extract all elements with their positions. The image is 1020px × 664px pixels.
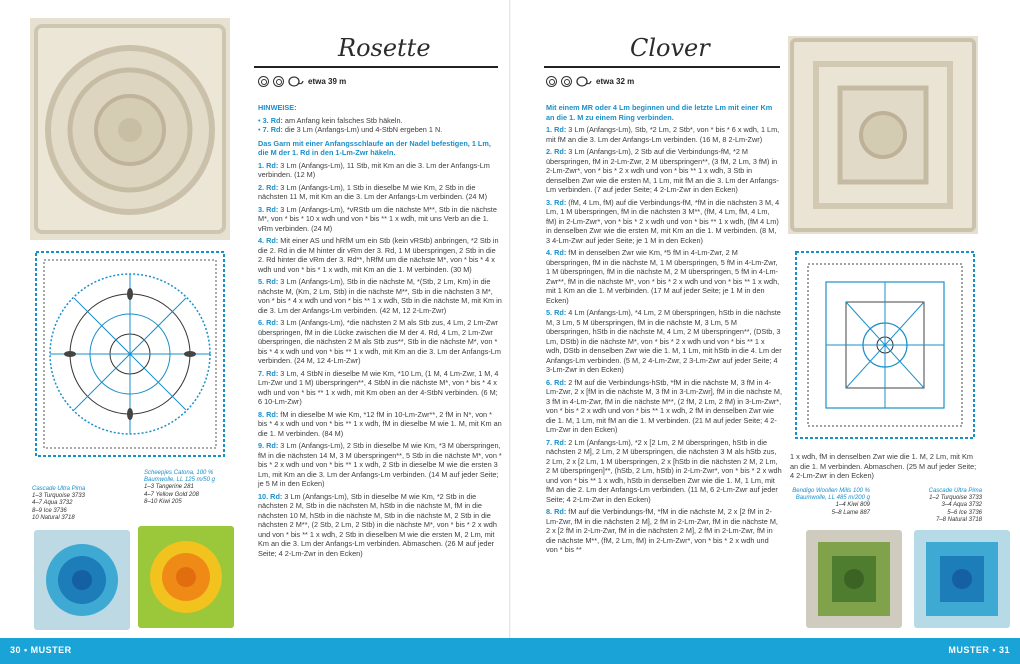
pattern-title: Clover — [630, 34, 710, 62]
yarn-amount-text: etwa 39 m — [308, 77, 347, 86]
left-instructions — [258, 103, 502, 561]
note-item: • 3. Rd: am Anfang kein falsches Stb häkeln. — [258, 116, 502, 126]
round-item: 6. Rd: 2 fM auf die Verbindungs-hStb, *fM in die nächste M, 3 fM in 4-Lm-Zwr, 2 x [fM in die nächste M, 3 fM in 3-Lm-Zwr], fM in die nächste M, 3 fM in 4-Lm-Zwr, fM in die nächste M**, (2 fM, 2 Lm, 2 fM) in 3-Lm-Zwr*, von * bis * 2 x wdh und von * bis ** 1 x wdh, 2 fM in denselben Zwr wie die 1. M, 1 Lm, mit fM an die 1. M verbinden. (21 M auf jeder Seite; 4 2-Lm-Zwr in den Ecken) — [546, 377, 782, 434]
right-instructions — [546, 103, 782, 558]
pattern-title: Rosette — [338, 34, 431, 62]
yarn-ball-icon — [258, 76, 269, 87]
clover-crochet-chart — [790, 246, 980, 444]
left-page — [0, 0, 510, 638]
page-number-left: 30 • MUSTER — [10, 645, 72, 655]
yarn-info-2: Scheepjes Catona, 100 % Baumwolle, LL 125 m/50 g 1–3 Tangerine 281 4–7 Yellow Gold 208 8–10 Kiwi 205 — [144, 470, 215, 505]
intro-text: Mit einem MR oder 4 Lm beginnen und die letzte Lm mit einer Km an die 1. M zu einem Ring verbinden. — [546, 103, 773, 122]
yarn-amount-text: etwa 32 m — [596, 77, 635, 86]
round-item: 3. Rd: 3 Lm (Anfangs-Lm), *vRStb um die nächste M**, Stb in die nächste M*, von * bis * 10 x wdh und von * bis ** 1 x wdh, mit uns Verb an die 1. vRm verbinden. (24 M) — [258, 204, 497, 233]
round-item: 8. Rd: fM in dieselbe M wie Km, *12 fM in 10-Lm-Zwr**, 2 fM in N*, von * bis * 4 x wdh und von * bis ** 1 x wdh, fM in dieselbe M wie 1. M, mit Km an die 1. M verbinden. (84 M) — [258, 409, 502, 438]
page-number-right: MUSTER • 31 — [948, 645, 1010, 655]
round-item: 6. Rd: 3 Lm (Anfangs-Lm), *die nächsten 2 M als Stb zus, 4 Lm, 2 Lm-Zwr überspringen, fM in die Lücke zwischen die M der 4. Rd, 4 Lm, 2 Lm-Zwr überspringen, die nächsten 2 M als Stb zus**, Stb in die nächste M*, von * bis * 4 x wdh und von * bis ** 1 x wdh, mit Km an die 3. Lm der Anfangs-Lm verbinden. (24 M, 12 4-Lm-Zwr) — [258, 318, 501, 365]
yarn-amount — [258, 76, 346, 87]
intro-text: Das Garn mit einer Anfangsschlaufe an der Nadel befestigen, 1 Lm, die M der 1. Rd in den 1-Lm-Zwr häkeln. — [258, 138, 491, 157]
note-item: • 7. Rd: die 3 Lm (Anfangs-Lm) und 4-StbN ergeben 1 N. — [258, 125, 502, 135]
round-item: 2. Rd: 3 Lm (Anfangs-Lm), 1 Stb in dieselbe M wie Km, 2 Stb in die nächsten 11 M, mit Km an die 3. Lm der Anfangs-Lm verbinden. (24 M) — [258, 182, 488, 201]
yarn-skein-icon — [288, 76, 304, 87]
swatch-green — [806, 530, 902, 628]
round-item: 4. Rd: Mit einer AS und hRfM um ein Stb (kein vRStb) anbringen, *2 Stb in die 2. Rd in die M hinter dir vRm der 3. Rd, 1 M überspringen, 2 Stb in die 2. Rd hinter die vRm der 3. Rd**, hRfM um die nächste M*, von * bis * 4 x wdh und von * bis * 1 x wdh, mit Km an die 1. M verbinden. (30 M) — [258, 236, 499, 274]
clover-photo — [788, 36, 978, 234]
yarn-ball-icon — [546, 76, 557, 87]
round-item: 1. Rd: 3 Lm (Anfangs-Lm), Stb, *2 Lm, 2 Stb*, von * bis * 6 x wdh, 1 Lm, mit fM an die 3. Lm der Anfangs-Lm verbinden. (16 M, 8 2-Lm-Zwr) — [546, 125, 780, 144]
round-item: 7. Rd: 3 Lm, 4 StbN in dieselbe M wie Km, *10 Lm, (1 M, 4 Lm-Zwr, 1 M, 4 Lm-Zwr und 1 M) überspringen**, 4 StbN in die nächste M*, von * bis * 4 x wdh und von * bis ** 1 x wdh, mit Km oben an der 4-StbN verbinden. (6 M; 6 10-Lm-Zwr) — [258, 368, 499, 406]
swatch-blue — [34, 530, 130, 630]
round-item: 7. Rd: 2 Lm (Anfangs-Lm), *2 x [2 Lm, 2 M überspringen, hStb in die nächsten 2 M], 2 Lm, 2 M überspringen, die nächsten 3 M als hStb zus, 2 Lm, 2 x [2 Lm, 1 M überspringen, 2 x [hStb in die nächsten 2 M, 2 Lm, 2 M überspringen]**, (hStb, 2 Lm, hStb) in 2-Lm-Zwr*, von * bis * 2 x wdh und von * bis ** 1 x wdh, hStb in denselben Zwr wie die 1. M, 1 Lm, mit fM an die 2. Lm der Anfangs-Lm verbinden. (11 M, 6 2-Lm-Zwr auf jeder Seite; 4 2-Lm-Zwr in den Ecken) — [546, 437, 782, 504]
yarn-amount — [546, 76, 634, 87]
notes-heading: HINWEISE: — [258, 103, 297, 112]
round-item: 10. Rd: 3 Lm (Anfangs-Lm), Stb in dieselbe M wie Km, *2 Stb in die nächsten 2 M, Stb in die nächsten M, hStb in die nächste M, fM in die nächsten 10 M, hStb in die nächste M, Stb in die nächste M, 2 Stb in die nächsten 2 M**, (2 Stb, 2 Lm, 2 Stb) in die nächste M*, von * bis * 2 x wdh und von * bis ** 1 x wdh, 2 Stb in dieselben M wie die ersten M, 2 Lm, mit Km an die 3. Lm der Anfangs-Lm verbinden. Abmaschen. (26 M auf jeder Seite; 4 2-Lm-Zwr in den Ecken) — [258, 491, 497, 558]
round-item: 2. Rd: 3 Lm (Anfangs-Lm), 2 Stb auf die Verbindungs-fM, *2 M überspringen, fM in 2-Lm-Zwr, 2 M überspringen**, (3 fM, 2 Lm, 3 fM) in 2-Lm-Zwr*, von * bis * 2 x wdh und von * bis ** 1 x wdh, 3 Stb in denselben Zwr wie die ersten M, 1 Lm, mit fM an die 3. Lm der Anfangs-Lm verbinden. (7 auf jeder Seite; 4 2-Lm-Zwr in den Ecken) — [546, 147, 779, 194]
round-item: 5. Rd: 3 Lm (Anfangs-Lm), Stb in die nächste M, *(Stb, 2 Lm, Km) in die nächste M, (Km, 2 Lm, Stb) in die nächste M**, Stb in die nächsten 3 M*, von * bis * 4 x wdh und von * bis ** 1 x wdh, Stb in die nächste M, mit Km in die 3. Lm der Anfangs-Lm verbinden. (42 M, 12 2-Lm-Zwr) — [258, 277, 502, 315]
yarn-info-1: Cascade Ultra Pima 1–3 Turquoise 3733 4–7 Aqua 3732 8–9 Ice 3736 10 Natural 3718 — [32, 486, 86, 521]
title-rule — [254, 66, 498, 68]
round-item: 5. Rd: 4 Lm (Anfangs-Lm), *4 Lm, 2 M überspringen, hStb in die nächste M, 3 Lm, 5 M überspringen, fM in die nächste M, 3 Lm, 5 M überspringen, hStb in die nächste M, 4 Lm, 2 M überspringen**, (DStb, 3 Lm, DStb) in die nächste M*, von * bis * 2 x wdh und von * bis ** 1 x wdh, DStb in denselben Zwr wie die 1. M, 1 Lm, mit hStb in die 4. Lm der Anfangs-Lm verbinden. (5 M, 2 4-Lm-Zwr, 2 3-Lm-Zwr auf jeder Seite; 4 3-Lm-Zwr in den Ecken) — [546, 308, 782, 374]
continued-text: 1 x wdh, fM in denselben Zwr wie die 1. M, 2 Lm, mit Km an die 1. M verbinden. Abmaschen. (25 M auf jeder Seite; 4 2-Lm-Zwr in den Ecken) — [790, 452, 977, 480]
title-rule — [544, 66, 780, 68]
yarn-info-2: Cascade Ultra Pima 1–2 Turquoise 3733 3–4 Aqua 3732 5–6 Ice 3736 7–8 Natural 3718 — [928, 488, 982, 523]
yarn-skein-icon — [576, 76, 592, 87]
round-item: 3. Rd: (fM, 4 Lm, fM) auf die Verbindungs-fM, *fM in die nächsten 3 M, 4 Lm, 1 M überspringen, fM in die nächsten 3 M**, (fM, 4 Lm, fM, 4 Lm, fM) in 2-Lm-Zwr*, von * bis * 2 x wdh und von * bis ** 1 x wdh, (fM 4 Lm) in denselben Zwr wie die ersten M, mit Km an die 1. M verbinden. (8 M, 3 4-Lm-Zwr auf jeder Seite; je 1 M in den Ecken) — [546, 197, 780, 245]
notes-list — [258, 116, 502, 135]
rosette-crochet-chart — [30, 246, 230, 462]
round-item: 9. Rd: 3 Lm (Anfangs-Lm), 2 Stb in dieselbe M wie Km, *3 M überspringen, fM in die nächsten 14 M, 3 M überspringen**, 5 Stb in die nächste M*, von * bis * 2 x wdh und von * bis ** 1 x wdh, 2 Stb in dieselbe M wie die ersten 3 Lm, mit Km an die 3. Lm der Anfangs-Lm verbinden. (14 M auf jeder Seite; je 5 M in den Ecken) — [258, 441, 502, 488]
yarn-ball-icon — [273, 76, 284, 87]
round-item: 8. Rd: fM auf die Verbindungs-fM, *fM in die nächste M, 2 x [2 fM in 2-Lm-Zwr, fM in die nächsten 2 M], 2 fM in 2-Lm-Zwr, fM in die nächste M, 2 x [2 fM in 2-Lm-Zwr, fM in die nächsten 2 M], 2 fM in 2-Lm-Zwr, fM in die nächste M**, (fM, 2 Lm, fM) in 2-Lm-Zwr*, von * bis * 2 x wdh und von * bis ** — [546, 507, 778, 554]
rosette-photo — [30, 18, 230, 240]
right-page — [510, 0, 1020, 638]
yarn-ball-icon — [561, 76, 572, 87]
round-item: 4. Rd: fM in denselben Zwr wie Km, *5 fM in 4-Lm-Zwr, 2 M überspringen, fM in die nächste M, 1 M überspringen, 5 fM in 4-Lm-Zwr, 1 M überspringen, fM in die nächste M, 2 M überspringen, 5 fM in 4-Lm-Zwr**, fM in die nächste M*, von * bis * 2 x wdh und von * bis ** 1 x wdh, mit 1 Km an die 1. M verbinden. (17 M auf jeder Seite; je 1 M in den Ecken) — [546, 248, 780, 305]
page-footer — [0, 638, 1020, 664]
swatch-blue-square — [914, 530, 1010, 628]
yarn-info-1: Bendigo Woollen Mills 100 % Baumwolle, LL 485 m/200 g 1–4 Kiwi 809 5–8 Lame 887 — [792, 488, 870, 516]
swatch-orange — [138, 526, 234, 628]
round-item: 1. Rd: 3 Lm (Anfangs-Lm), 11 Stb, mit Km an die 3. Lm der Anfangs-Lm verbinden. (12 M) — [258, 160, 490, 179]
